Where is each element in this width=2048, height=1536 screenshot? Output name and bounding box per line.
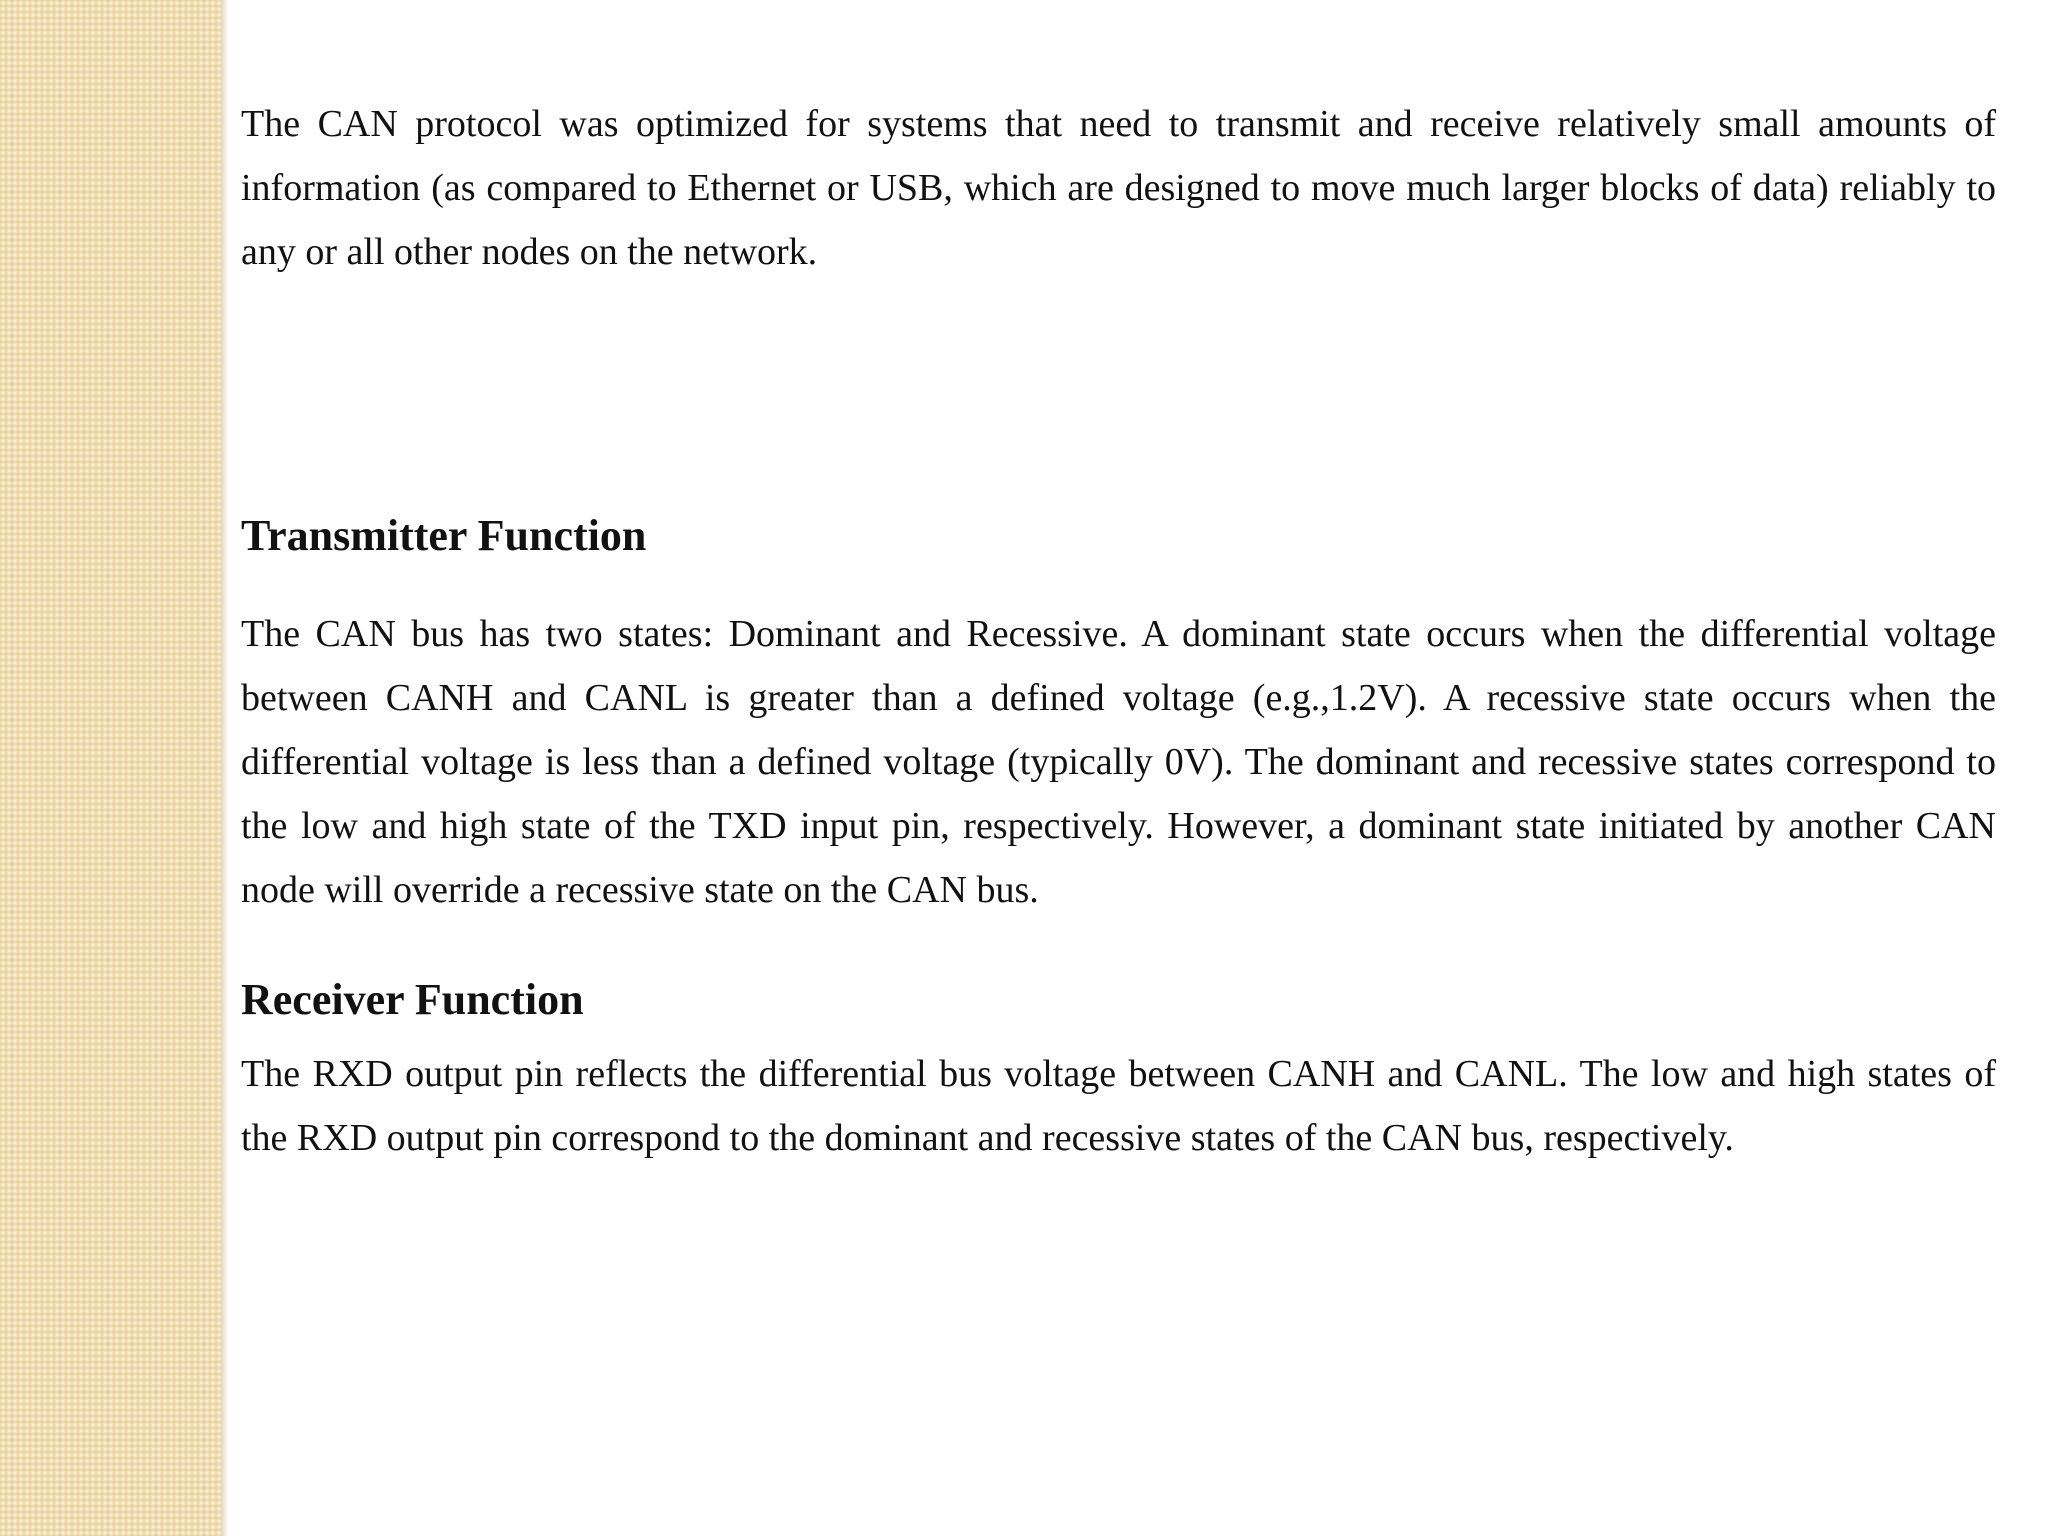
side-band-edge [221, 0, 229, 1536]
receiver-heading: Receiver Function [241, 975, 584, 1024]
transmitter-heading: Transmitter Function [241, 511, 647, 560]
intro-paragraph: The CAN protocol was optimized for systems that need to transmit and receive relatively small amounts of information (as compared to Ethernet or USB, which are designed to move much larger blocks of data) reliably to any or all other nodes on the network. [241, 103, 1996, 273]
slide-content [241, 92, 1996, 1170]
transmitter-paragraph: The CAN bus has two states: Dominant and Recessive. A dominant state occurs when the differential voltage between CANH and CANL is greater than a defined voltage (e.g.,1.2V). A recessive state occurs when the differential voltage is less than a defined voltage (typically 0V). The dominant and recessive states correspond to the low and high state of the TXD input pin, respectively. However, a dominant state initiated by another CAN node will override a recessive state on the CAN bus. [241, 613, 1996, 911]
decorative-side-band [0, 0, 221, 1536]
receiver-paragraph: The RXD output pin reflects the differential bus voltage between CANH and CANL. The low and high states of the RXD output pin correspond to the dominant and recessive states of the CAN bus, respectively. [241, 1053, 1996, 1159]
